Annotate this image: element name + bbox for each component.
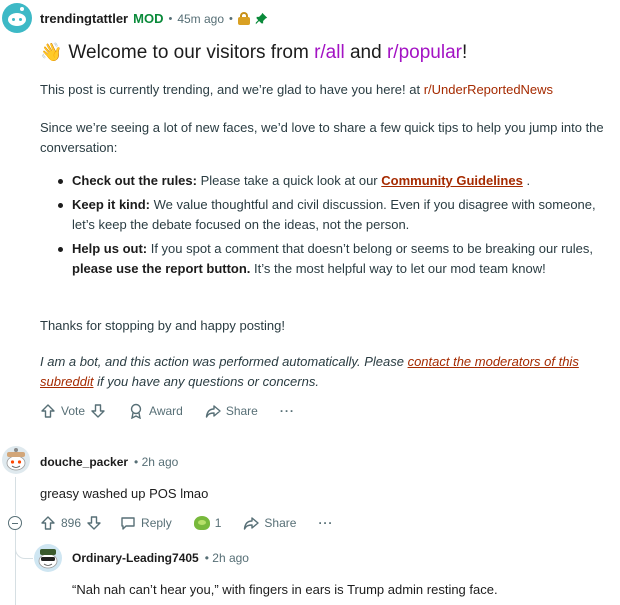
tip-item: Keep it kind: We value thoughtful and civil discussion. Even if you disagree with someone, let’s keep the debate focused on the ideas, not the person. (58, 195, 613, 235)
post-author-avatar[interactable] (2, 3, 32, 33)
comment-score: 896 (61, 516, 82, 530)
share-button[interactable]: Share (205, 403, 258, 419)
reply-author[interactable]: Ordinary-Leading7405 (72, 551, 199, 565)
reply-icon (120, 515, 136, 531)
collapse-icon[interactable] (8, 516, 22, 530)
reply-text: “Nah nah can’t hear you,” with fingers in ears is Trump admin resting face. (72, 582, 498, 597)
tips-list (58, 171, 613, 283)
reply-header: Ordinary-Leading7405 • 2h ago (72, 551, 249, 565)
post-header: trendingtattler MOD • 45m ago • (40, 11, 268, 26)
lock-icon (238, 12, 250, 25)
mod-badge: MOD (133, 11, 164, 26)
post-paragraph-1: This post is currently trending, and we’re glad to have you here! at r/UnderReportedNews (40, 82, 554, 97)
award-icon (128, 403, 144, 419)
upvote-icon[interactable] (40, 515, 56, 531)
thanks-text: Thanks for stopping by and happy posting! (40, 318, 285, 333)
more-icon: ··· (318, 516, 334, 530)
share-icon (205, 403, 221, 419)
post-action-bar (40, 403, 317, 419)
tip-item: Check out the rules: Please take a quick look at our Community Guidelines . (58, 171, 613, 191)
reply-time: 2h ago (212, 551, 249, 565)
comment-action-bar (40, 515, 355, 531)
vote-label: Vote (61, 404, 86, 418)
snoo-avatar-icon (34, 544, 62, 572)
vote-control (40, 403, 106, 419)
reply-connector (15, 533, 33, 559)
post-time: 45m ago (177, 11, 225, 26)
subreddit-link-popular[interactable]: r/popular (386, 42, 462, 63)
post-author[interactable]: trendingtattler (40, 11, 129, 26)
more-icon: ··· (279, 404, 295, 418)
comment-author[interactable]: douche_packer (40, 455, 129, 469)
bot-note: I am a bot, and this action was performed automatically. Please contact the moderators of this subreddit if you have any questions or concerns. (40, 354, 579, 389)
award-count[interactable]: 1 (194, 516, 222, 530)
contact-moderators-link[interactable]: contact the moderators of this subreddit (40, 354, 579, 389)
comment-more-button[interactable] (318, 516, 333, 530)
comment-avatar[interactable] (2, 446, 30, 474)
upvote-icon[interactable] (40, 403, 56, 419)
downvote-icon[interactable] (86, 515, 102, 531)
share-icon (243, 515, 259, 531)
snoo-avatar-icon (2, 446, 30, 474)
award-button[interactable]: Award (128, 403, 183, 419)
comment-share-button[interactable]: Share (243, 515, 296, 531)
pin-icon (255, 12, 268, 25)
post-title: 👋 Welcome to our visitors from r/all and r/popular! (40, 42, 468, 63)
more-options-button[interactable] (280, 404, 295, 418)
community-guidelines-link[interactable]: Community Guidelines (381, 173, 523, 188)
wave-emoji: 👋 (40, 42, 63, 62)
subreddit-link-all[interactable]: r/all (314, 42, 345, 63)
comment-vote-control (40, 515, 102, 531)
reply-button[interactable]: Reply (120, 515, 172, 531)
reply-avatar[interactable] (34, 544, 62, 572)
tip-item: Help us out: If you spot a comment that doesn’t belong or seems to be breaking our rules, please use the report button. It’s the most helpful way to let our mod team know! (58, 239, 613, 279)
post-paragraph-2: Since we’re seeing a lot of new faces, we’d love to share a few quick tips to help you jump into the conversation: (40, 120, 604, 155)
downvote-icon[interactable] (90, 403, 106, 419)
comment-header: douche_packer • 2h ago (40, 455, 179, 469)
award-badge-icon (194, 516, 210, 530)
thread-line (15, 477, 16, 515)
comment-time: 2h ago (141, 455, 179, 469)
comment-text: greasy washed up POS lmao (40, 486, 209, 501)
subreddit-link-underreported[interactable]: r/UnderReportedNews (423, 82, 554, 97)
